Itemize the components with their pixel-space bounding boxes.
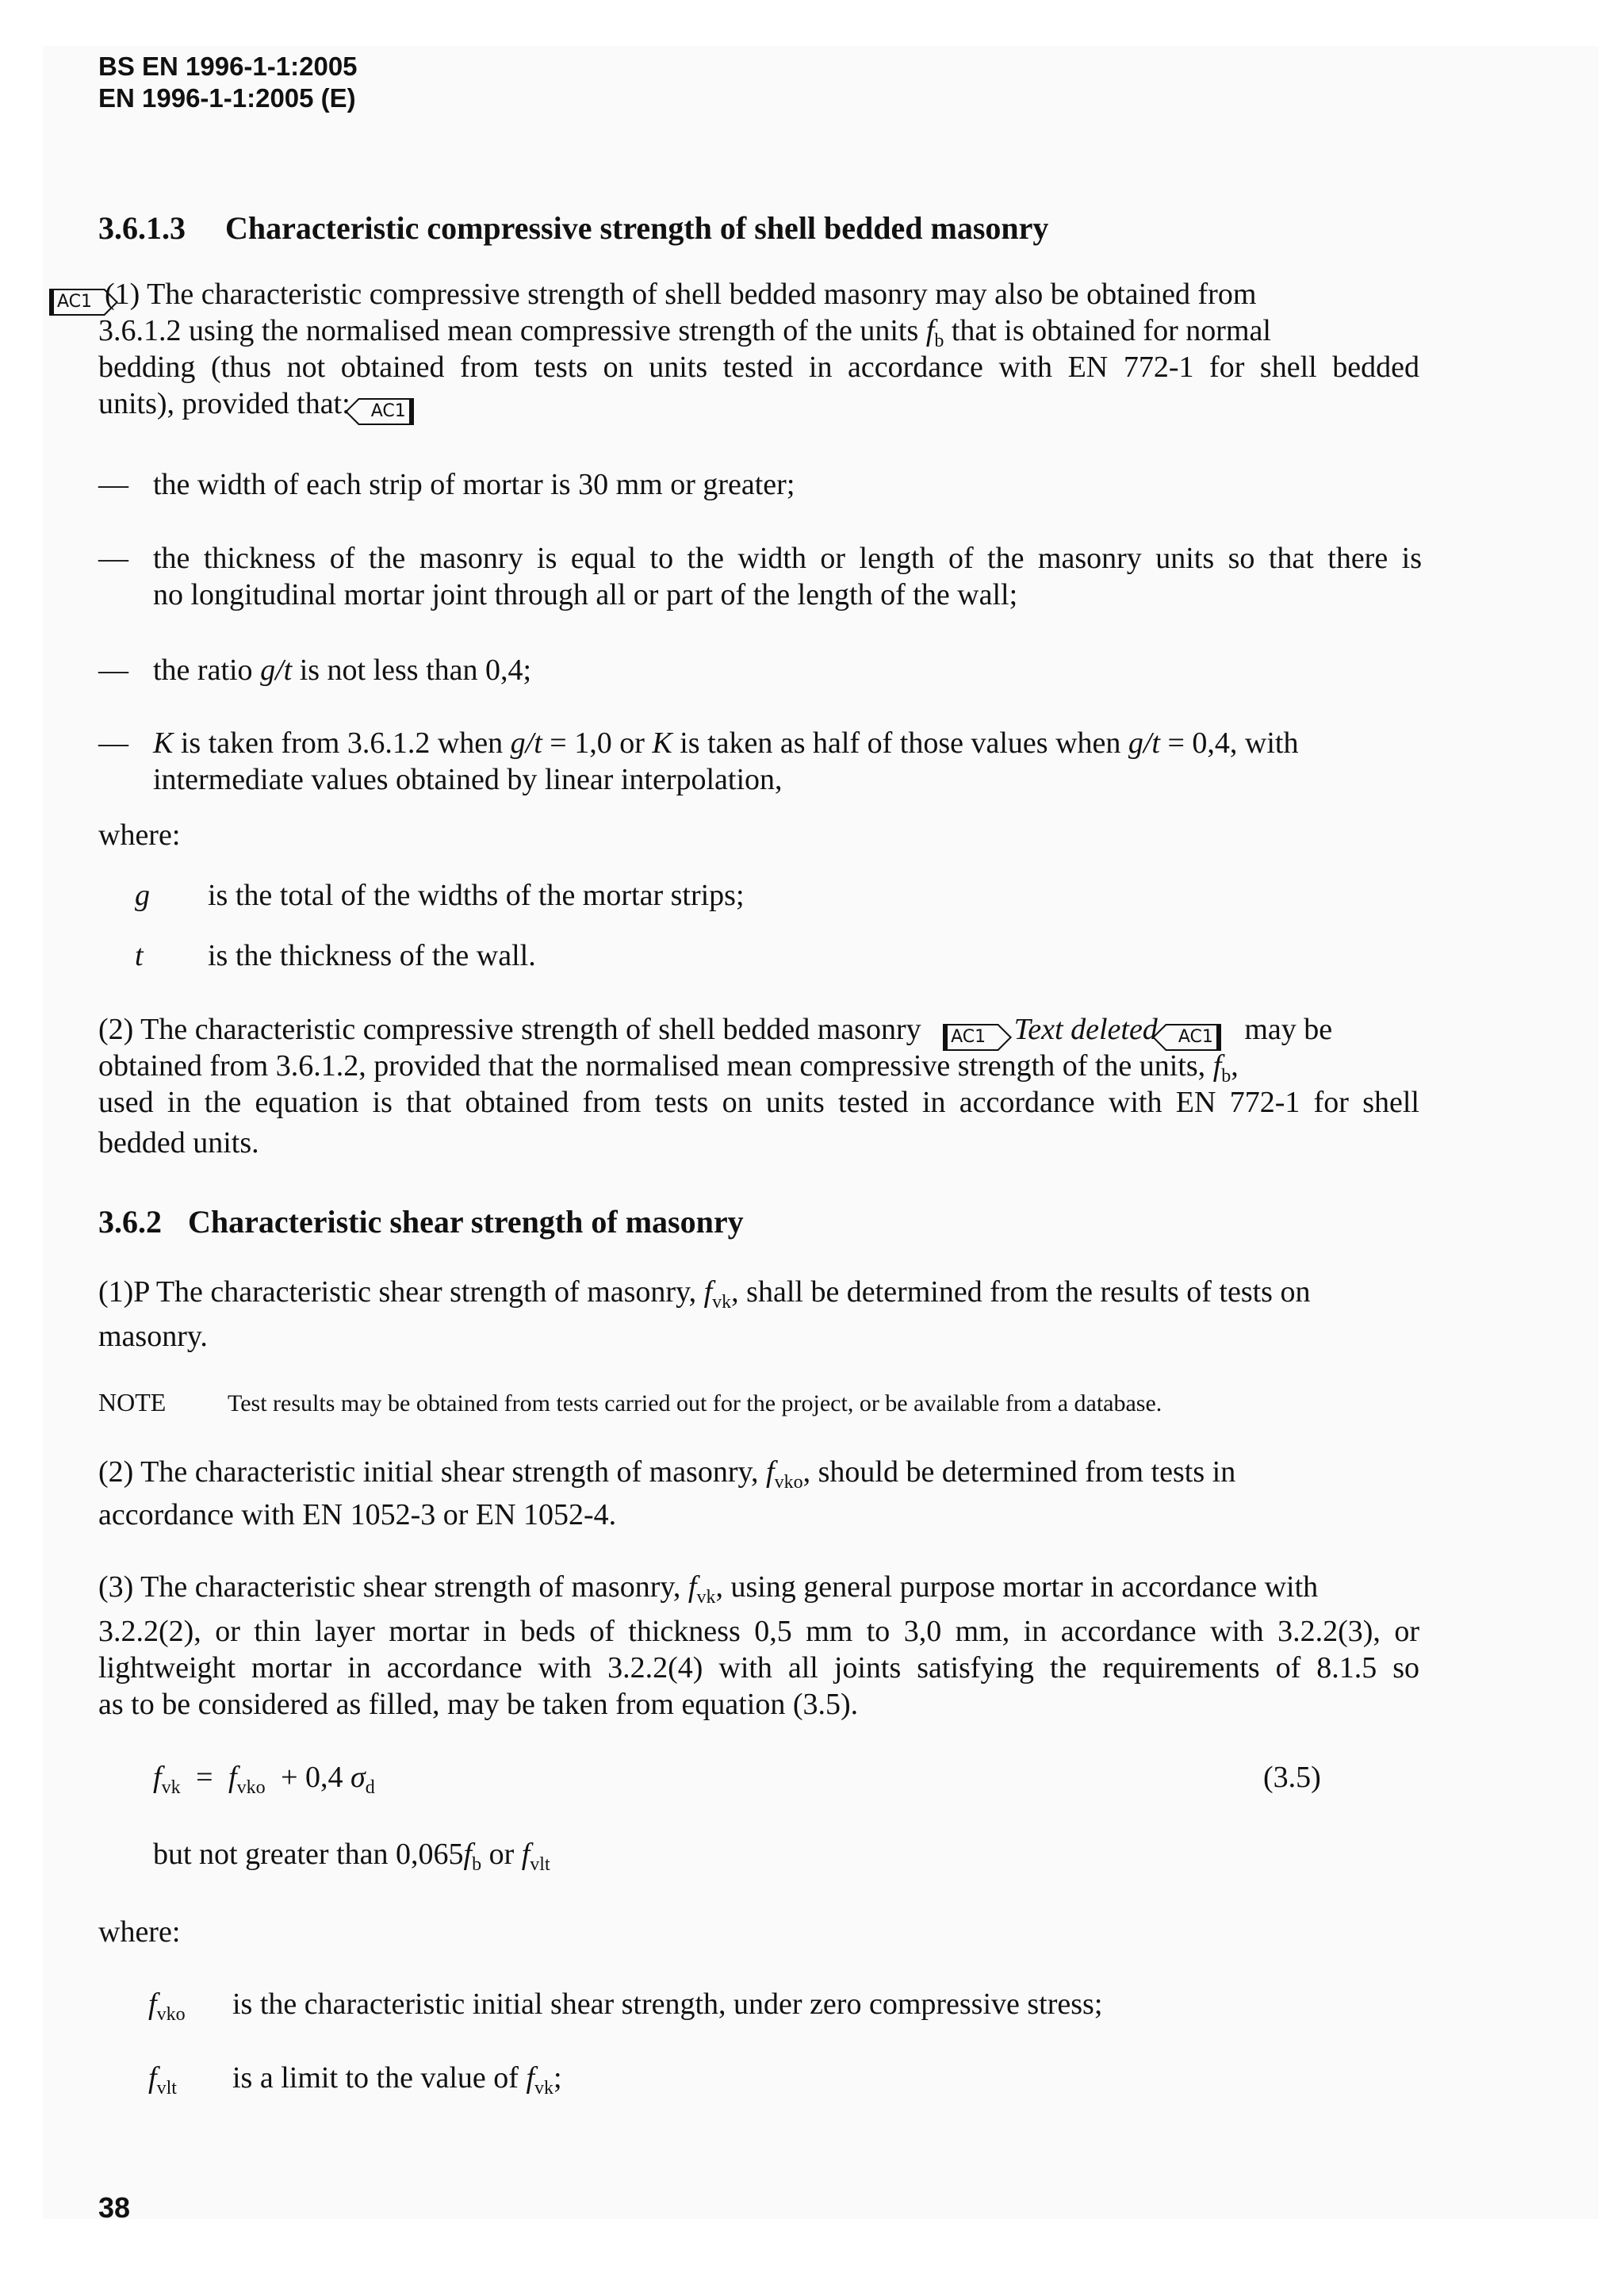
para-3613-2-line1: (2) The characteristic compressive strength of shell bedded masonry AC1 Text deleted AC1 may be — [98, 1011, 1332, 1051]
bullet-dash-4: — — [98, 726, 128, 760]
para-3613-2-line2: obtained from 3.6.1.2, provided that the normalised mean compressive strength of the units, $f_b$, — [98, 1049, 1239, 1087]
bullet-dash-2: — — [98, 542, 128, 575]
para-362-1-line1: (1)P The characteristic shear strength of masonry, $f_{vk}$, shall be determined from the results of tests on — [98, 1275, 1311, 1313]
def-symbol-fvko: $f_{vko}$ — [148, 1987, 186, 2025]
para-362-3-line2: 3.2.2(2), or thin layer mortar in beds of thickness 0,5 mm to 3,0 mm, in accordance with 3.2.2(3), or — [98, 1615, 1419, 1648]
para-362-3-line4: as to be considered as filled, may be taken from equation (3.5). — [98, 1688, 859, 1721]
para-3613-1-line2: 3.6.1.2 using the normalised mean compressive strength of the units $f_b$ that is obtained for normal — [98, 314, 1271, 351]
section-number-362: 3.6.2 — [98, 1204, 162, 1240]
amendment-start-marker: AC1 — [49, 289, 105, 316]
limit-line: but not greater than $0,065f_b$ or $f_{vlt}$ — [153, 1838, 550, 1875]
equation-number: (3.5) — [1263, 1761, 1321, 1794]
def-text-t: is the thickness of the wall. — [208, 939, 536, 972]
para-362-2-line2: accordance with EN 1052-3 or EN 1052-4. — [98, 1498, 617, 1531]
amendment-start-marker-2: AC1 — [943, 1024, 998, 1051]
para-362-2-line1: (2) The characteristic initial shear strength of masonry, $f_{vko}$, should be determined from tests in — [98, 1455, 1236, 1493]
amendment-end-marker-2: AC1 — [1166, 1024, 1221, 1051]
para-3613-2-line4: bedded units. — [98, 1126, 259, 1159]
document-code-english: EN 1996-1-1:2005 (E) — [98, 83, 356, 113]
where-label-1: where: — [98, 818, 181, 852]
def-symbol-g: g — [135, 879, 150, 912]
note-text: Test results may be obtained from tests carried out for the project, or be available from a database. — [228, 1390, 1162, 1416]
bullet-4-line1: K is taken from 3.6.1.2 when g/t = 1,0 or K is taken as half of those values when g/t = 0,4, with — [153, 726, 1299, 760]
where-label-2: where: — [98, 1915, 181, 1949]
amendment-end-marker: AC1 — [358, 398, 414, 425]
note-label: NOTE — [98, 1388, 167, 1416]
page-number: 38 — [98, 2191, 131, 2224]
section-title-3613: Characteristic compressive strength of shell bedded masonry — [225, 210, 1049, 246]
para-362-3-line3: lightweight mortar in accordance with 3.2.2(4) with all joints satisfying the requirements of 8.1.5 so — [98, 1651, 1419, 1685]
section-title-362: Characteristic shear strength of masonry — [188, 1204, 744, 1240]
def-symbol-fvlt: $f_{vlt}$ — [148, 2061, 177, 2099]
bullet-2-line1: the thickness of the masonry is equal to the width or length of the masonry units so that there is — [153, 542, 1422, 575]
def-text-fvko: is the characteristic initial shear strength, under zero compressive stress; — [232, 1987, 1103, 2021]
para-362-1-line2: masonry. — [98, 1320, 208, 1353]
para-362-3-line1: (3) The characteristic shear strength of masonry, $f_{vk}$, using general purpose mortar in accordance with — [98, 1570, 1319, 1608]
def-symbol-t: t — [135, 939, 144, 972]
bullet-dash-3: — — [98, 654, 128, 687]
def-text-g: is the total of the widths of the mortar strips; — [208, 879, 745, 912]
para-3613-2-line3: used in the equation is that obtained from tests on units tested in accordance with EN 772-1 for shell — [98, 1086, 1419, 1119]
bullet-dash-1: — — [98, 468, 128, 501]
bullet-4-line2: intermediate values obtained by linear interpolation, — [153, 763, 783, 796]
bullet-3: the ratio g/t is not less than 0,4; — [153, 654, 532, 687]
equation-3-5: $f_{vk} = f_{vko} + 0,4$ $\sigma_d$ — [153, 1761, 375, 1798]
bullet-2-line2: no longitudinal mortar joint through all or part of the length of the wall; — [153, 578, 1018, 611]
para-3613-1-line4: units), provided that: AC1 — [98, 385, 414, 425]
para-3613-1-line3: bedding (thus not obtained from tests on units tested in accordance with EN 772-1 for shell bedded — [98, 351, 1419, 384]
section-number-3613: 3.6.1.3 — [98, 210, 186, 246]
para-3613-1-line1: AC1 (1) The characteristic compressive strength of shell bedded masonry may also be obtained from — [49, 276, 1419, 316]
document-code: BS EN 1996-1-1:2005 — [98, 52, 358, 81]
def-text-fvlt: is a limit to the value of $f_{vk}$; — [232, 2061, 562, 2099]
bullet-1: the width of each strip of mortar is 30 mm or greater; — [153, 468, 795, 501]
